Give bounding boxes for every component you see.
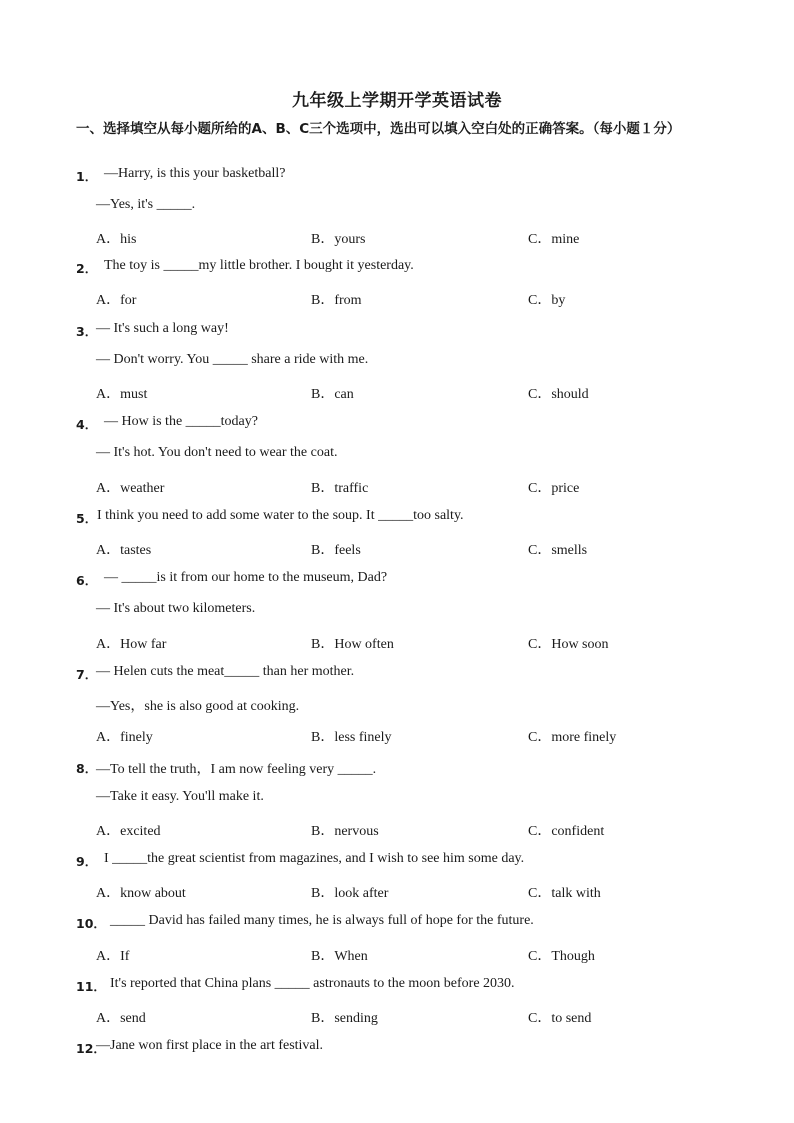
answer-option[interactable]: C．mine — [528, 232, 580, 247]
page-title: 九年级上学期开学英语试卷 — [292, 91, 502, 111]
question-number: 10． — [76, 916, 106, 931]
answer-option[interactable]: B．can — [311, 387, 354, 402]
question-dialogue-line: — Don't worry. You _____ share a ride with me. — [96, 352, 369, 367]
question-dialogue-line: — It's about two kilometers. — [96, 601, 256, 616]
section-instructions: 一、选择填空从每小题所给的A、B、C三个选项中，选出可以填入空白处的正确答案。（每小题１分） — [76, 121, 681, 137]
answer-option[interactable]: B．How often — [311, 637, 394, 652]
answer-option[interactable]: C．smells — [528, 543, 588, 558]
question-number: 2． — [76, 261, 98, 276]
question-stem: — Helen cuts the meat_____ than her mother. — [96, 664, 355, 679]
answer-option[interactable]: C．Though — [528, 949, 595, 964]
answer-option[interactable]: C．by — [528, 293, 566, 308]
answer-option[interactable]: B．When — [311, 949, 368, 964]
question-number: 12． — [76, 1041, 106, 1056]
question-number: 3． — [76, 324, 98, 339]
answer-option[interactable]: B．look after — [311, 886, 389, 901]
answer-option[interactable]: A．send — [96, 1011, 146, 1026]
answer-option[interactable]: C．price — [528, 481, 580, 496]
answer-option[interactable]: C．to send — [528, 1011, 592, 1026]
answer-option[interactable]: A．finely — [96, 730, 153, 745]
answer-option[interactable]: A．If — [96, 949, 130, 964]
question-stem: I _____the great scientist from magazines, and I wish to see him some day. — [104, 851, 525, 866]
answer-option[interactable]: A．must — [96, 387, 148, 402]
answer-option[interactable]: B．feels — [311, 543, 361, 558]
answer-option[interactable]: A．tastes — [96, 543, 152, 558]
answer-option[interactable]: C．more finely — [528, 730, 617, 745]
question-stem: It's reported that China plans _____ astronauts to the moon before 2030. — [110, 976, 515, 991]
question-stem: — _____is it from our home to the museum, Dad? — [104, 570, 388, 585]
answer-option[interactable]: C．talk with — [528, 886, 601, 901]
question-dialogue-line: — It's hot. You don't need to wear the coat. — [96, 445, 338, 460]
answer-option[interactable]: A．excited — [96, 824, 161, 839]
question-stem: — How is the _____today? — [104, 414, 258, 429]
answer-option[interactable]: A．know about — [96, 886, 186, 901]
question-stem: The toy is _____my little brother. I bought it yesterday. — [104, 258, 414, 273]
question-stem: —Harry, is this your basketball? — [104, 166, 286, 181]
question-stem: _____ David has failed many times, he is always full of hope for the future. — [110, 913, 534, 928]
answer-option[interactable]: B．less finely — [311, 730, 392, 745]
answer-option[interactable]: B．yours — [311, 232, 366, 247]
answer-option[interactable]: A．How far — [96, 637, 167, 652]
answer-option[interactable]: B．nervous — [311, 824, 379, 839]
question-stem: —Jane won first place in the art festival. — [96, 1038, 324, 1053]
question-number: 11． — [76, 979, 106, 994]
answer-option[interactable]: C．How soon — [528, 637, 609, 652]
answer-option[interactable]: C．should — [528, 387, 589, 402]
question-number: 1． — [76, 169, 98, 184]
question-number: 7． — [76, 667, 98, 682]
answer-option[interactable]: A．his — [96, 232, 137, 247]
question-number: 5． — [76, 511, 98, 526]
answer-option[interactable]: B．from — [311, 293, 362, 308]
answer-option[interactable]: B．traffic — [311, 481, 369, 496]
question-number: 9． — [76, 854, 98, 869]
answer-option[interactable]: A．weather — [96, 481, 165, 496]
question-stem: — It's such a long way! — [96, 321, 229, 336]
question-number: 8． — [76, 761, 98, 776]
question-number: 4． — [76, 417, 98, 432]
question-number: 6． — [76, 573, 98, 588]
answer-option[interactable]: C．confident — [528, 824, 605, 839]
question-dialogue-line: —Yes, it's _____. — [96, 197, 196, 212]
question-dialogue-line: —Take it easy. You'll make it. — [96, 789, 264, 804]
answer-option[interactable]: B．sending — [311, 1011, 378, 1026]
answer-option[interactable]: A．for — [96, 293, 137, 308]
question-stem: —To tell the truth，I am now feeling very _____. — [96, 762, 377, 777]
question-dialogue-line: —Yes，she is also good at cooking. — [96, 699, 300, 714]
question-stem: I think you need to add some water to the soup. It _____too salty. — [97, 508, 464, 523]
